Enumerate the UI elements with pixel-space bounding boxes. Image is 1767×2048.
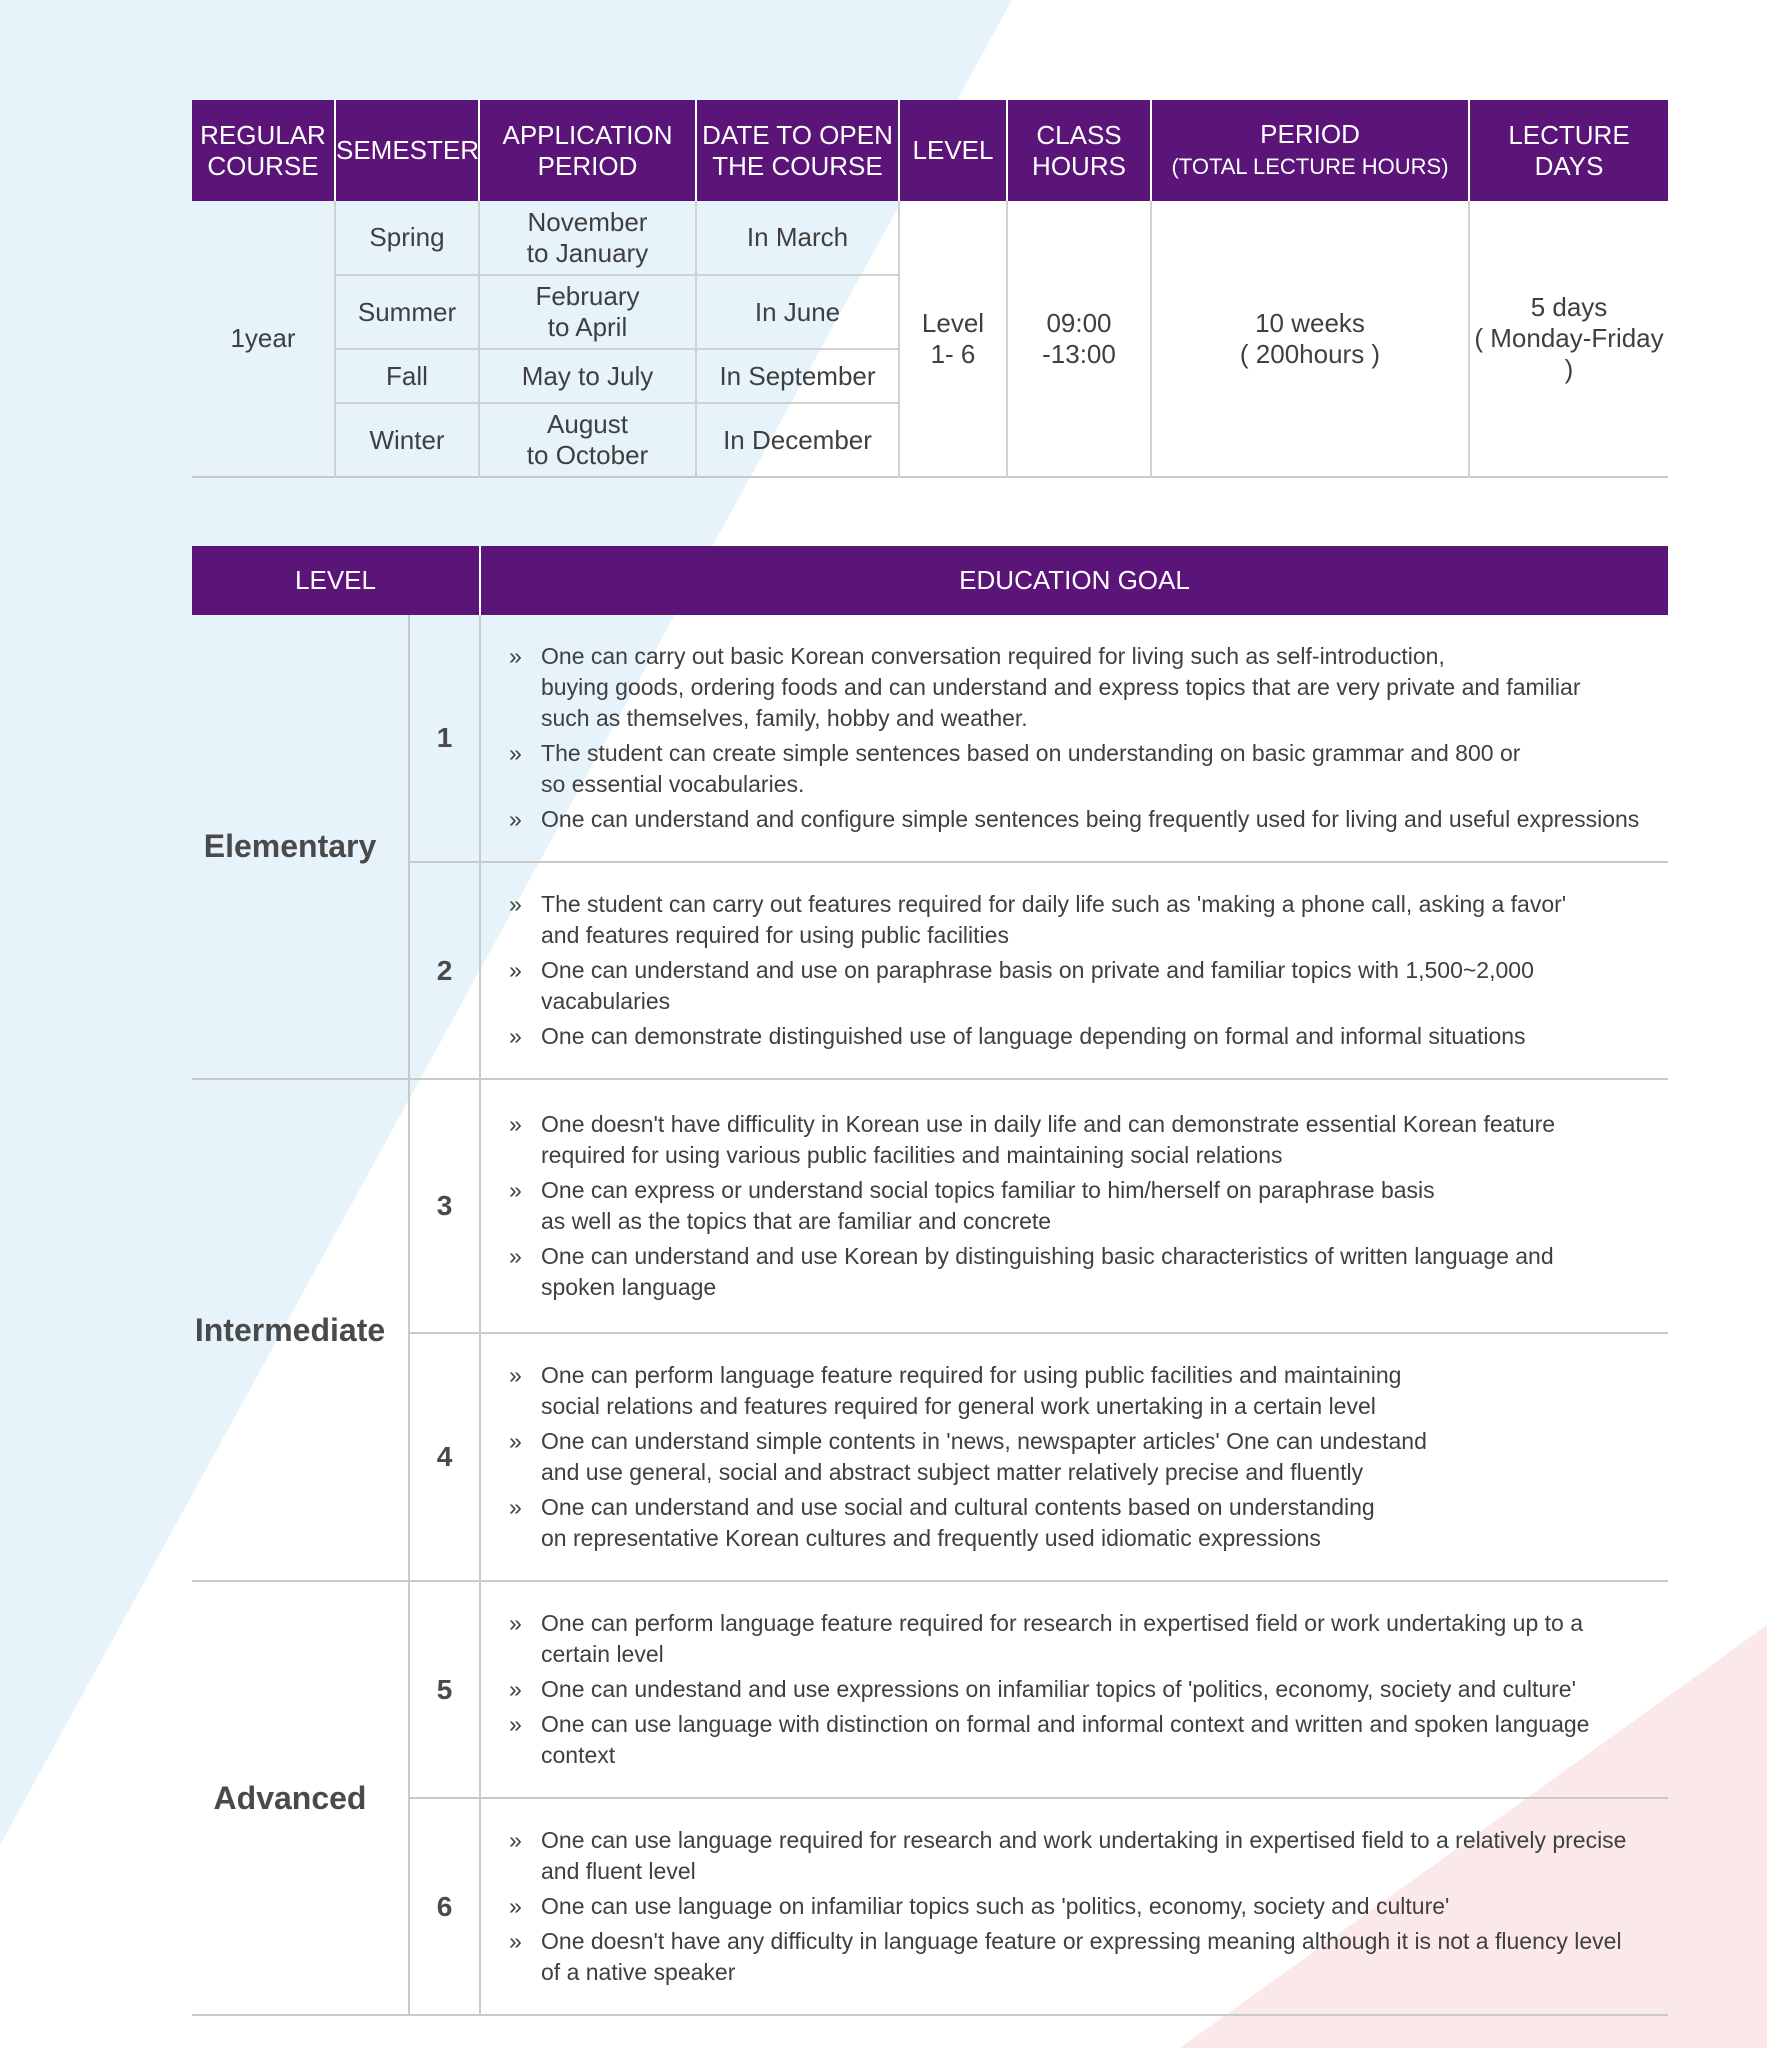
level-row-4 — [192, 1333, 1668, 1581]
course-header-row — [192, 100, 1668, 201]
bullet-icon: » — [509, 1177, 522, 1203]
goal-item: » One can express or understand social topics familiar to him/herself on paraphrase basis as well as the topics that are familiar and concrete — [509, 1177, 1435, 1234]
bullet-icon: » — [509, 1428, 522, 1454]
level-row-2 — [192, 862, 1668, 1079]
period-cell: 10 weeks ( 200hours ) — [1151, 201, 1469, 477]
goal-item: » One can undestand and use expressions on infamiliar topics of 'politics, economy, society and culture' — [509, 1674, 1652, 1705]
level-number: 3 — [409, 1079, 480, 1333]
header-lecture-days: LECTURE DAYS — [1469, 100, 1668, 201]
bullet-icon: » — [509, 1711, 522, 1737]
level-number: 4 — [409, 1333, 480, 1581]
goal-list — [480, 1798, 1668, 2015]
bullet-icon: » — [509, 740, 522, 766]
goal-list — [480, 1079, 1668, 1333]
application-period: August to October — [479, 403, 696, 477]
semester-name: Summer — [335, 275, 479, 349]
goal-item: » One can use language required for research and work undertaking in expertised field to a relatively precise and fluent level — [509, 1827, 1627, 1884]
bullet-icon: » — [509, 1610, 522, 1636]
level-number: 6 — [409, 1798, 480, 2015]
goal-item: » The student can carry out features required for daily life such as 'making a phone call, asking a favor' and features required for using public facilities — [509, 891, 1567, 948]
goal-item: » One can carry out basic Korean conversation required for living such as self-introduction, buying goods, ordering foods and can understand and express topics that are very private and familiar such as themselves, family, hobby and weather. — [509, 643, 1581, 731]
bullet-icon: » — [509, 1023, 522, 1049]
header-class-hours: CLASS HOURS — [1007, 100, 1151, 201]
open-date: In September — [696, 349, 899, 403]
semester-row-spring — [192, 201, 1668, 275]
bullet-icon: » — [509, 1494, 522, 1520]
header-regular-course: REGULAR COURSE — [192, 100, 335, 201]
goal-list — [480, 1333, 1668, 1581]
goal-item: » One can understand and use Korean by distinguishing basic characteristics of written language and spoken language — [509, 1243, 1554, 1300]
bullet-icon: » — [509, 1676, 522, 1702]
goal-item: » One doesn't have any difficulty in language feature or expressing meaning although it is not a fluency level of a native speaker — [509, 1928, 1622, 1985]
goal-list — [480, 1581, 1668, 1798]
level-row-6 — [192, 1798, 1668, 2015]
bullet-icon: » — [509, 891, 522, 917]
header-semester: SEMESTER — [335, 100, 479, 201]
level-number: 5 — [409, 1581, 480, 1798]
goal-item: » One can perform language feature required for research in expertised field or work undertaking up to a certain level — [509, 1610, 1584, 1667]
bullet-icon: » — [509, 1928, 522, 1954]
header-level: LEVEL — [192, 546, 480, 615]
semester-name: Fall — [335, 349, 479, 403]
semester-name: Winter — [335, 403, 479, 477]
group-advanced: Advanced — [192, 1581, 409, 2015]
goal-item: » One can demonstrate distinguished use of language depending on formal and informal situations — [509, 1021, 1652, 1052]
goal-item: » One can use language on infamiliar topics such as 'politics, economy, society and culture' — [509, 1891, 1652, 1922]
goal-item: » The student can create simple sentences based on understanding on basic grammar and 800 or so essential vocabularies. — [509, 740, 1521, 797]
open-date: In December — [696, 403, 899, 477]
goal-list — [480, 615, 1668, 862]
goal-item: » One can understand and use on paraphrase basis on private and familiar topics with 1,500~2,000 vacabularies — [509, 957, 1534, 1014]
goal-item: » One can use language with distinction on formal and informal context and written and spoken language context — [509, 1711, 1590, 1768]
goal-item: » One can understand simple contents in 'news, newspapter articles' One can undestand and use general, social and abstract subject matter relatively precise and fluently — [509, 1428, 1427, 1485]
open-date: In March — [696, 201, 899, 275]
application-period: February to April — [479, 275, 696, 349]
goal-item: » One can understand and configure simple sentences being frequently used for living and useful expressions — [509, 804, 1652, 835]
level-number: 2 — [409, 862, 480, 1079]
level-row-1 — [192, 615, 1668, 862]
goal-item: » One doesn't have difficulity in Korean use in daily life and can demonstrate essential Korean feature required for using various public facilities and maintaining social relations — [509, 1111, 1556, 1168]
goal-item: » One can perform language feature required for using public facilities and maintaining social relations and features required for general work unertaking in a certain level — [509, 1362, 1402, 1419]
bullet-icon: » — [509, 957, 522, 983]
application-period: November to January — [479, 201, 696, 275]
education-goal-table — [192, 546, 1668, 2016]
level-number: 1 — [409, 615, 480, 862]
goal-header-row — [192, 546, 1668, 615]
bullet-icon: » — [509, 806, 522, 832]
bullet-icon: » — [509, 1362, 522, 1388]
goal-list — [480, 862, 1668, 1079]
level-row-5 — [192, 1581, 1668, 1798]
open-date: In June — [696, 275, 899, 349]
group-intermediate: Intermediate — [192, 1079, 409, 1581]
bullet-icon: » — [509, 1243, 522, 1269]
lecture-days-cell: 5 days ( Monday-Friday ) — [1469, 201, 1668, 477]
header-education-goal: EDUCATION GOAL — [480, 546, 1668, 615]
header-application-period: APPLICATION PERIOD — [479, 100, 696, 201]
course-schedule-table — [192, 100, 1668, 478]
level-row-3 — [192, 1079, 1668, 1333]
class-hours-cell: 09:00 -13:00 — [1007, 201, 1151, 477]
semester-name: Spring — [335, 201, 479, 275]
header-period: PERIOD (TOTAL LECTURE HOURS) — [1151, 100, 1469, 201]
regular-course-cell: 1year — [230, 323, 296, 353]
group-elementary: Elementary — [203, 828, 377, 864]
bullet-icon: » — [509, 643, 522, 669]
bullet-icon: » — [509, 1827, 522, 1853]
header-date-to-open: DATE TO OPEN THE COURSE — [696, 100, 899, 201]
application-period: May to July — [479, 349, 696, 403]
header-level: LEVEL — [899, 100, 1007, 201]
bullet-icon: » — [509, 1111, 522, 1137]
level-cell: Level 1- 6 — [899, 201, 1007, 477]
bullet-icon: » — [509, 1893, 522, 1919]
goal-item: » One can understand and use social and cultural contents based on understanding on representative Korean cultures and frequently used idiomatic expressions — [509, 1494, 1375, 1551]
